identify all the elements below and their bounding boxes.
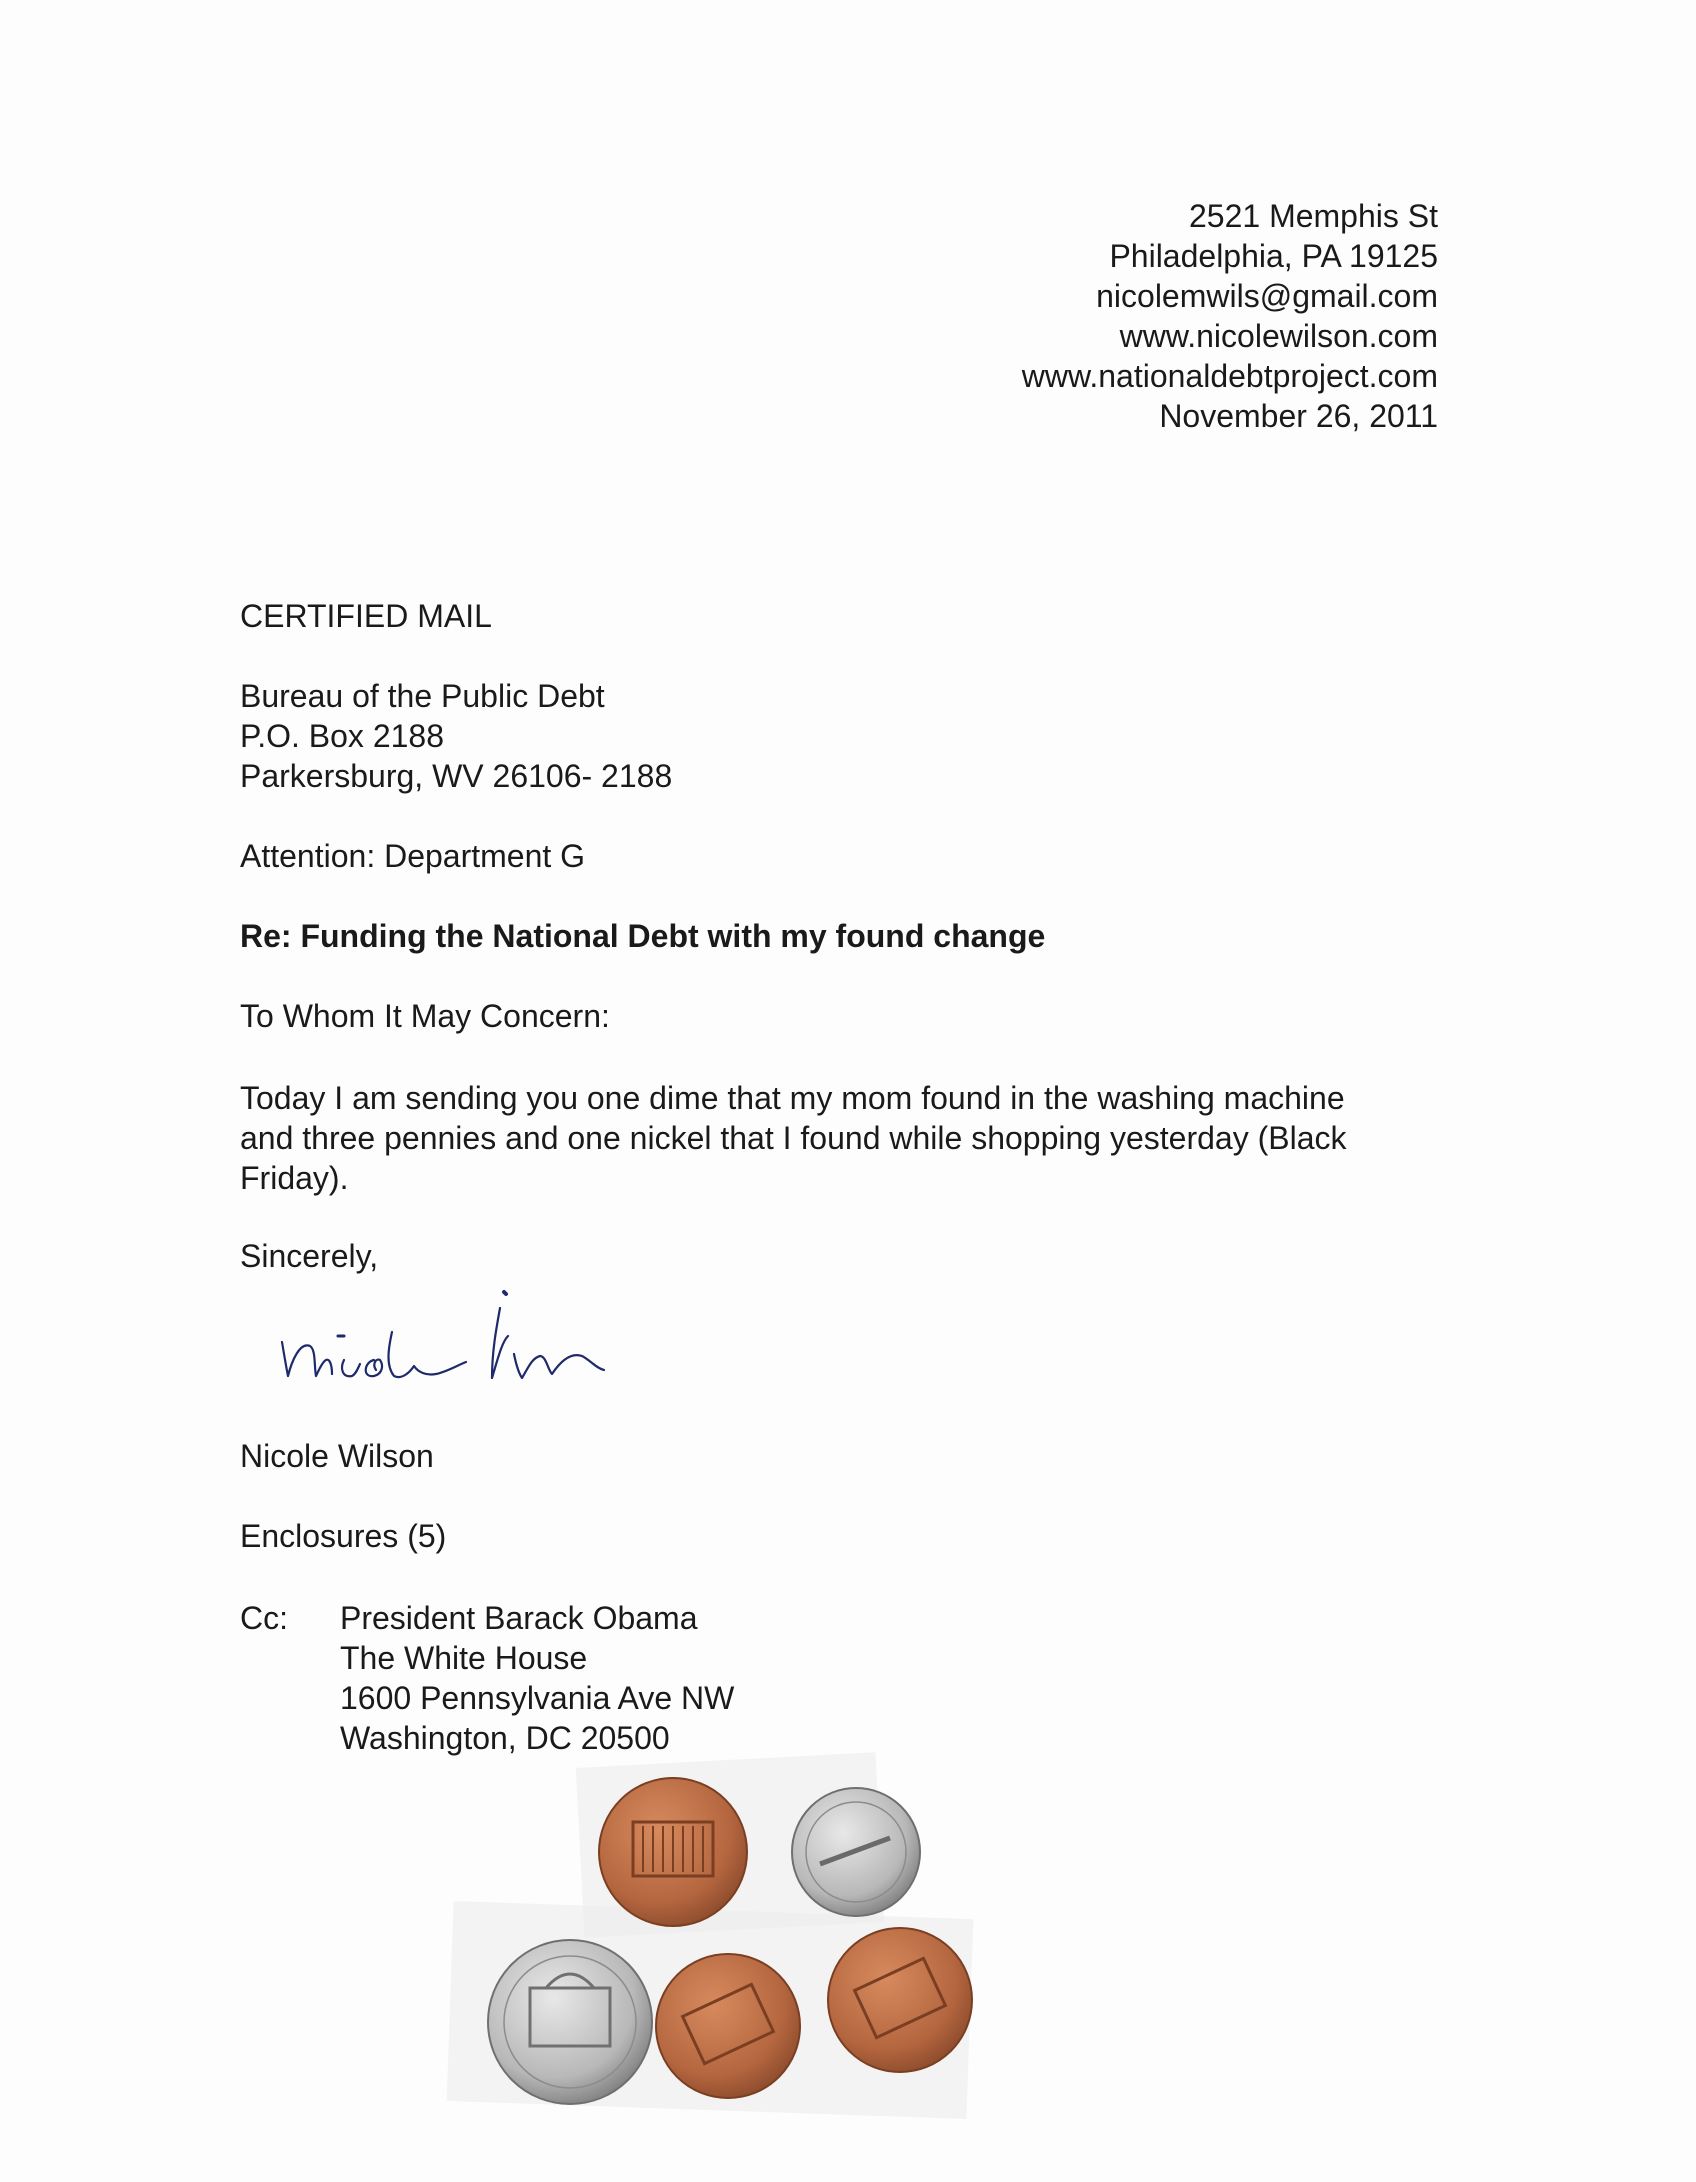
enclosures-line: Enclosures (5) bbox=[240, 1518, 447, 1554]
subject-line: Re: Funding the National Debt with my found change bbox=[240, 918, 1046, 954]
cc-line: President Barack Obama bbox=[340, 1600, 698, 1636]
recipient-name: Bureau of the Public Debt bbox=[240, 678, 605, 714]
cc-line: The White House bbox=[340, 1640, 588, 1676]
dime-coin bbox=[792, 1788, 920, 1916]
body-line: and three pennies and one nickel that I found while shopping yesterday (Black bbox=[240, 1120, 1347, 1156]
penny-coin bbox=[599, 1778, 747, 1926]
cc-label: Cc: bbox=[240, 1600, 288, 1636]
handwritten-signature bbox=[270, 1280, 710, 1400]
recipient-box: P.O. Box 2188 bbox=[240, 718, 444, 754]
sender-street: 2521 Memphis St bbox=[1188, 198, 1438, 234]
body-line: Friday). bbox=[240, 1160, 349, 1196]
attention-line: Attention: Department G bbox=[240, 838, 586, 874]
cc-line: Washington, DC 20500 bbox=[340, 1720, 670, 1756]
body-line: Today I am sending you one dime that my mom found in the washing machine bbox=[240, 1080, 1345, 1116]
letter-date: November 26, 2011 bbox=[1159, 398, 1438, 434]
signer-name: Nicole Wilson bbox=[240, 1438, 434, 1474]
enclosed-coins bbox=[450, 1760, 1010, 2120]
body-paragraph bbox=[240, 1078, 1460, 1198]
cc-line: 1600 Pennsylvania Ave NW bbox=[340, 1680, 735, 1716]
penny-coin bbox=[656, 1954, 800, 2098]
recipient-city-state-zip: Parkersburg, WV 26106- 2188 bbox=[240, 758, 673, 794]
salutation: To Whom It May Concern: bbox=[240, 998, 610, 1034]
sender-website-personal: www.nicolewilson.com bbox=[1119, 318, 1438, 354]
delivery-method: CERTIFIED MAIL bbox=[240, 598, 492, 634]
sender-email: nicolemwils@gmail.com bbox=[1096, 278, 1438, 314]
cc-address-block bbox=[340, 1598, 734, 1758]
sender-address-block bbox=[1022, 196, 1438, 436]
closing: Sincerely, bbox=[240, 1238, 379, 1274]
sender-city-state-zip: Philadelphia, PA 19125 bbox=[1109, 238, 1438, 274]
coins-illustration bbox=[450, 1760, 1010, 2120]
nickel-coin bbox=[488, 1940, 652, 2104]
sender-website-project: www.nationaldebtproject.com bbox=[1021, 358, 1438, 394]
penny-coin bbox=[828, 1928, 972, 2072]
